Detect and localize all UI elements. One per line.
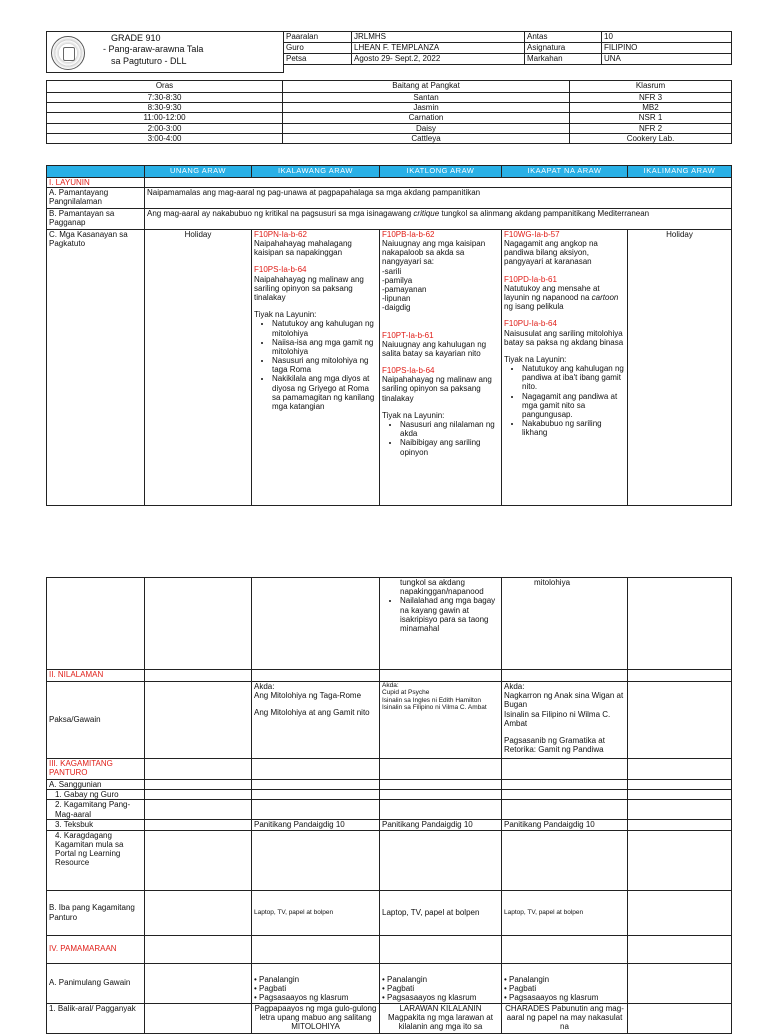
objective-item: • Nakikilala ang mga diyos at diyosa ng Griyego at Roma sa pamamagitan ng kanilang mga katangian [272,374,377,411]
objective-list [382,420,499,457]
objective-item: tungkol sa akdang napakinggan/napanood [400,578,484,597]
empty-cell [252,578,380,670]
iba-day4: Laptop, TV, papel at bolpen [502,890,628,935]
teksbuk-day3: Panitikang Pandaigdig 10 [380,820,502,830]
objective-list [504,364,625,438]
panimula-item: • Pagsasaayos ng klasrum [504,993,599,1003]
list-line: -lipunan [382,294,411,304]
list-line: -pamilya [382,275,413,285]
objective-item: • Nailalahad ang mga bagay na kayang gawin at isakripisyo para sa taong minamahal [400,596,499,633]
empty-cell [628,963,732,1003]
info-value: UNA [602,54,732,65]
panimula-item: • Panalangin [254,975,300,984]
day4-continuation [502,578,628,670]
akda-line: Isinalin sa Filipino ni Vilma C. Ambat [382,704,487,712]
section-heading-nilalaman: II. NILALAMAN [47,670,145,682]
empty-cell [252,790,380,800]
day-header: IKALAWANG ARAW [252,166,380,178]
row-label-pamantayan-pagganap: B. Pamantayan sa Pagganap [47,208,145,229]
pagganap-text-pre: Ang mag-aaral ay nakabubuo ng kritikal na pagsusuri sa mga isinagawang [147,208,412,218]
objective-item: • Nasusuri ang mitolohiya ng taga Roma [272,356,377,374]
row-label-pamantayang-pangnilalaman: A. Pamantayang Pangnilalaman [47,187,145,208]
list-line: -daigdig [382,303,411,313]
empty-cell [628,830,732,890]
section-heading-kagamitan: III. KAGAMITANG PANTURO [47,759,145,780]
tiyak-na-layunin-label: Tiyak na Layunin: [254,310,317,320]
akda-label: Akda: [504,682,525,691]
empty-cell [380,830,502,890]
empty-cell [502,800,628,820]
empty-cell [628,780,732,790]
section-heading-pamamaraan: IV. PAMAMARAAN [47,935,145,963]
empty-cell [380,759,502,780]
objective-item: • Naiisa-isa ang mga gamit ng mitolohiya [272,338,377,356]
balik-day2: Pagpapaayos ng mga gulo-gulong letra upang mabuo ang salitang MITOLOHIYA [252,1003,380,1033]
panimula-item: • Pagbati [382,984,415,994]
row-label-kagamitang-mag-aaral: 2. Kagamitang Pang-Mag-aaral [47,800,145,820]
empty-cell [252,830,380,890]
empty-cell [380,790,502,800]
empty-cell [145,670,252,682]
competency-code: F10PS-Ia-b-64 [254,265,307,275]
schedule-cell: Jasmin [283,103,570,113]
competency-text: Nagagamit ang angkop na pandiwa bilang aksiyon, pangyayari at karanasan [504,239,598,267]
day-header: IKATLONG ARAW [380,166,502,178]
schedule-cell: 2:00-3:00 [47,123,283,133]
schedule-table [46,80,732,144]
deped-seal-icon [51,36,85,70]
day3-kasanayan [380,229,502,505]
info-key: Petsa [284,54,352,65]
info-value: FILIPINO [602,43,732,54]
panimula-item: • Pagbati [504,984,537,994]
empty-cell [145,963,252,1003]
info-value: JRLMHS [352,32,525,43]
competency-text: Naipahahayag ng malinaw ang sariling opinyon sa paksang tinalakay [254,274,364,302]
empty-cell [380,670,502,682]
empty-cell [145,790,252,800]
day5-holiday: Holiday [628,229,732,505]
dll-table-page1 [46,165,732,506]
schedule-cell: Daisy [283,123,570,133]
panimula-item: • Panalangin [504,975,550,984]
schedule-cell: NFR 2 [570,123,732,133]
dll-table-page2 [46,577,732,1034]
empty-cell [252,800,380,820]
objective-item: • Nakabubuo ng sariling likhang [522,419,625,437]
empty-cell [145,935,252,963]
competency-code: F10PB-Ia-b-62 [382,229,435,239]
empty-cell [502,780,628,790]
schedule-cell: Santan [283,93,570,103]
empty-cell [628,935,732,963]
paksa-day3 [380,682,502,759]
title-line-2: sa Pagtuturo - DLL [111,55,187,66]
schedule-cell: Cookery Lab. [570,133,732,143]
schedule-cell: 3:00-4:00 [47,133,283,143]
akda-line: Ang Mitolohiya at ang Gamit nito [254,708,370,718]
panimula-day4 [502,963,628,1003]
competency-text [504,284,625,312]
row-label-kasanayan: C. Mga Kasanayan sa Pagkatuto [47,229,145,505]
competency-code: F10PD-Ia-b-61 [504,274,557,284]
panimula-day2 [252,963,380,1003]
day-header: IKALIMANG ARAW [628,166,732,178]
schedule-cell: MB2 [570,103,732,113]
empty-cell [628,759,732,780]
info-key: Asignatura [525,43,602,54]
competency-code: F10WG-Ia-b-57 [504,229,560,239]
competency-code: F10PS-Ia-b-64 [382,366,435,376]
empty-cell [502,759,628,780]
row-label-sanggunian: A. Sanggunian [47,780,145,790]
objective-item: • Nasusuri ang nilalaman ng akda [400,420,499,438]
row-label-paksa: Paksa/Gawain [47,682,145,759]
objective-item: • Natutukoy ang kahulugan ng mitolohiya [272,319,377,337]
iba-day2: Laptop, TV, papel at bolpen [252,890,380,935]
schedule-header: Baitang at Pangkat [283,81,570,93]
objective-list [254,319,377,411]
teksbuk-day4: Panitikang Pandaigdig 10 [502,820,628,830]
empty-cell [145,578,252,670]
info-value: 10 [602,32,732,43]
title-line-1: - Pang-araw-arawna Tala [103,44,204,55]
text-post: ng isang pelikula [504,302,564,312]
empty-cell [145,759,252,780]
akda-line: Isinalin sa Ingles ni Edith Hamilton [382,696,481,704]
panimula-item: • Pagsasaayos ng klasrum [382,993,477,1003]
empty-cell [145,1003,252,1033]
objective-list [382,578,499,633]
empty-cell [252,935,380,963]
schedule-cell: NFR 3 [570,93,732,103]
empty-cell [47,578,145,670]
tiyak-na-layunin-label: Tiyak na Layunin: [504,354,567,364]
schedule-header: Oras [47,81,283,93]
akda-line: Ang Mitolohiya ng Taga-Rome [254,691,362,701]
list-line: -sarili [382,266,402,276]
akda-line: Pagsasanib ng Gramatika at Retorika: Gamit ng Pandiwa [504,735,605,755]
objective-item: • Naibibigay ang sariling opinyon [400,438,499,456]
day4-kasanayan [502,229,628,505]
info-value: Agosto 29- Sept.2, 2022 [352,54,525,65]
info-key: Guro [284,43,352,54]
empty-cell [502,790,628,800]
empty-cell [628,578,732,670]
continuation-text: mitolohiya [534,578,571,587]
paksa-day2 [252,682,380,759]
empty-cell [628,800,732,820]
empty-cell [145,830,252,890]
empty-cell [628,1003,732,1033]
day-header-blank [47,166,145,178]
empty-cell [628,682,732,759]
paksa-day4 [502,682,628,759]
panimula-item: • Panalangin [382,975,428,984]
day2-kasanayan [252,229,380,505]
competency-text: Naiuugnay ang mga kaisipan nakapaloob sa akda sa nangyayari sa: [382,239,486,267]
empty-cell [502,670,628,682]
teksbuk-day2: Panitikang Pandaigdig 10 [252,820,380,830]
header-title [103,33,203,67]
row-label-iba-pang-kagamitan: B. Iba pang Kagamitang Panturo [47,890,145,935]
objective-item: • Nagagamit ang pandiwa at mga gamit nito sa pangungusap. [522,392,625,420]
competency-code: F10PU-Ia-b-64 [504,319,557,329]
empty-cell [628,820,732,830]
info-key: Antas [525,32,602,43]
grade-label: GRADE 910 [111,33,161,43]
day-header: UNANG ARAW [145,166,252,178]
balik-day3: LARAWAN KILALANIN Magpakita ng mga larawan at kilalanin ang mga ito sa [380,1003,502,1033]
akda-label: Akda: [382,682,399,689]
akda-label: Akda: [254,682,275,691]
section-heading-layunin: I. LAYUNIN [47,177,145,187]
schedule-cell: Cattleya [283,133,570,143]
akda-line: Isinalin sa Filipino ni Wilma C. Ambat [504,709,611,728]
day-header: IKAAPAT NA ARAW [502,166,628,178]
competency-code: F10PN-Ia-b-62 [254,229,307,239]
schedule-cell: 11:00-12:00 [47,113,283,123]
header-title-box [46,31,284,73]
competency-code: F10PT-Ia-b-61 [382,330,434,340]
panimula-item: • Pagbati [254,984,287,994]
empty-cell [628,790,732,800]
akda-line: Cupid at Psyche [382,689,430,697]
pamantayang-pangnilalaman-text: Naipamamalas ang mag-aaral ng pag-unawa at pagpapahalaga sa mga akdang pampanitikan [145,187,732,208]
row-label-balik-aral: 1. Balik-aral/ Pagganyak [47,1003,145,1033]
empty-cell [252,780,380,790]
empty-cell [380,800,502,820]
day3-continuation [380,578,502,670]
text-pre: Natutukoy ang mensahe at layunin ng napanood na [504,283,600,302]
empty-cell [628,670,732,682]
competency-text: Naipahahayag ng malinaw ang sariling opinyon sa paksang tinalakay [382,375,492,403]
empty-cell [145,820,252,830]
pagganap-text-post: tungkol sa alinmang akdang pampanitikang Mediterranean [441,208,650,218]
empty-cell [502,935,628,963]
balik-day4: CHARADES Pabunutin ang mag-aaral ng papel na may nakasulat na [502,1003,628,1033]
competency-text: Naipahahayag mahalagang kaisipan sa napakinggan [254,239,352,258]
empty-cell [380,935,502,963]
empty-cell [145,890,252,935]
panimula-day3 [380,963,502,1003]
akda-line: Nagkarron ng Anak sina Wigan at Bugan [504,691,624,710]
empty-cell [502,830,628,890]
schedule-cell: 8:30-9:30 [47,103,283,113]
tiyak-na-layunin-label: Tiyak na Layunin: [382,410,445,420]
empty-cell [145,177,732,187]
empty-cell [145,682,252,759]
schedule-cell: 7:30-8:30 [47,93,283,103]
row-label-gabay: 1. Gabay ng Guro [47,790,145,800]
pamantayan-pagganap-text [145,208,732,229]
iba-day3: Laptop, TV, papel at bolpen [380,890,502,935]
objective-item: • Natutukoy ang kahulugan ng pandiwa at iba't ibang gamit nito. [522,364,625,392]
row-label-karagdagang-kagamitan: 4. Karagdagang Kagamitan mula sa Portal ng Learning Resource [47,830,145,890]
empty-cell [252,759,380,780]
pagganap-text-italic: critique [413,208,440,218]
empty-cell [628,890,732,935]
text-italic: cartoon [591,292,619,302]
info-key: Paaralan [284,32,352,43]
competency-text: Naiuugnay ang kahulugan ng salita batay sa kayarian nito [382,339,487,358]
info-value: LHEAN F. TEMPLANZA [352,43,525,54]
day1-holiday: Holiday [145,229,252,505]
schedule-header: Klasrum [570,81,732,93]
info-key: Markahan [525,54,602,65]
empty-cell [145,780,252,790]
empty-cell [145,800,252,820]
empty-cell [380,780,502,790]
schedule-cell: Carnation [283,113,570,123]
row-label-teksbuk: 3. Teksbuk [47,820,145,830]
panimula-item: • Pagsasaayos ng klasrum [254,993,349,1003]
schedule-cell: NSR 1 [570,113,732,123]
header-info-table [283,31,732,65]
list-line: -pamayanan [382,284,427,294]
empty-cell [252,670,380,682]
row-label-panimulang-gawain: A. Panimulang Gawain [47,963,145,1003]
competency-text: Naisusulat ang sariling mitolohiya batay sa paksa ng akdang binasa [504,328,624,347]
